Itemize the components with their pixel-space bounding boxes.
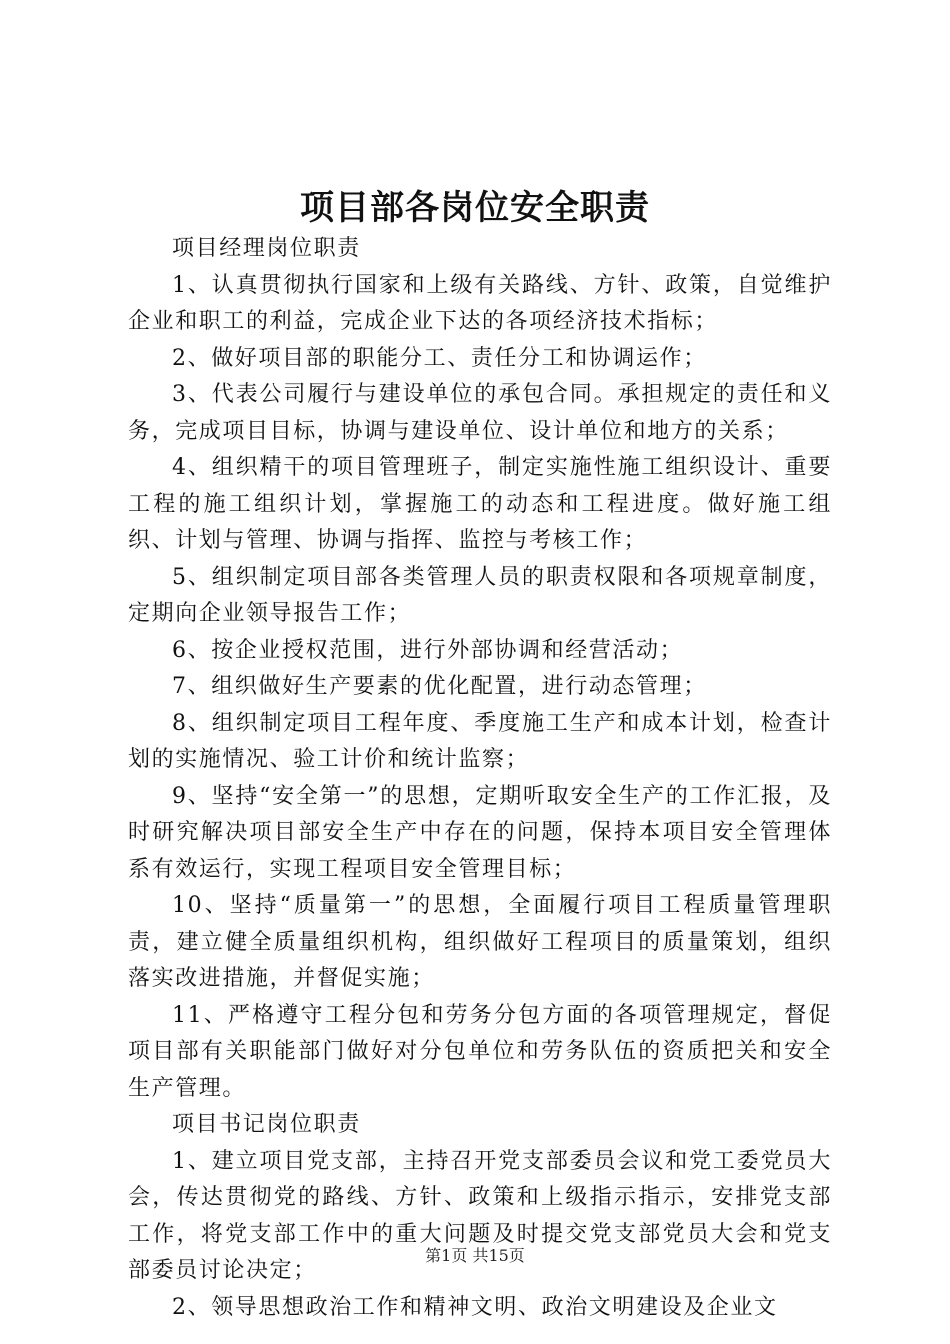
list-item: 5、组织制定项目部各类管理人员的职责权限和各项规章制度，定期向企业领导报告工作；	[128, 564, 832, 626]
document-title: 项目部各岗位安全职责	[300, 188, 650, 228]
page-footer: 第1页 共15页	[425, 1246, 525, 1265]
list-item: 7、组织做好生产要素的优化配置，进行动态管理；	[172, 674, 707, 699]
list-item: 3、代表公司履行与建设单位的承包合同。承担规定的责任和义务，完成项目目标，协调与建设单位、设计单位和地方的关系；	[128, 382, 832, 444]
list-item: 4、组织精干的项目管理班子，制定实施性施工组织设计、重要工程的施工组织计划，掌握施工的动态和工程进度。做好施工组织、计划与管理、协调与指挥、监控与考核工作；	[128, 455, 832, 553]
section-heading: 项目经理岗位职责	[172, 236, 361, 261]
document-body	[128, 231, 832, 1326]
list-item: 9、坚持“安全第一”的思想，定期听取安全生产的工作汇报，及时研究解决项目部安全生产中存在的问题，保持本项目安全管理体系有效运行，实现工程项目安全管理目标；	[128, 783, 832, 882]
list-item: 1、建立项目党支部，主持召开党支部委员会议和党工委党员大会，传达贯彻党的路线、方针、政策和上级指示指示，安排党支部工作，将党支部工作中的重大问题及时提交党支部党员大会和党支部委员讨论决定；	[128, 1148, 832, 1283]
list-item: 1、认真贯彻执行国家和上级有关路线、方针、政策，自觉维护企业和职工的利益，完成企业下达的各项经济技术指标；	[128, 272, 832, 334]
list-item: 8、组织制定项目工程年度、季度施工生产和成本计划，检查计划的实施情况、验工计价和统计监察；	[128, 710, 832, 772]
section-heading: 项目书记岗位职责	[172, 1112, 361, 1137]
list-item: 6、按企业授权范围，进行外部协调和经营活动；	[172, 637, 684, 663]
list-item: 11、严格遵守工程分包和劳务分包方面的各项管理规定，督促项目部有关职能部门做好对分包单位和劳务队伍的资质把关和安全生产管理。	[128, 1002, 832, 1101]
list-item: 2、领导思想政治工作和精神文明、政治文明建设及企业文	[172, 1294, 778, 1320]
list-item: 2、做好项目部的职能分工、责任分工和协调运作；	[172, 345, 707, 371]
list-item: 10、坚持“质量第一”的思想，全面履行项目工程质量管理职责，建立健全质量组织机构，组织做好工程项目的质量策划，组织落实改进措施，并督促实施；	[128, 893, 832, 991]
